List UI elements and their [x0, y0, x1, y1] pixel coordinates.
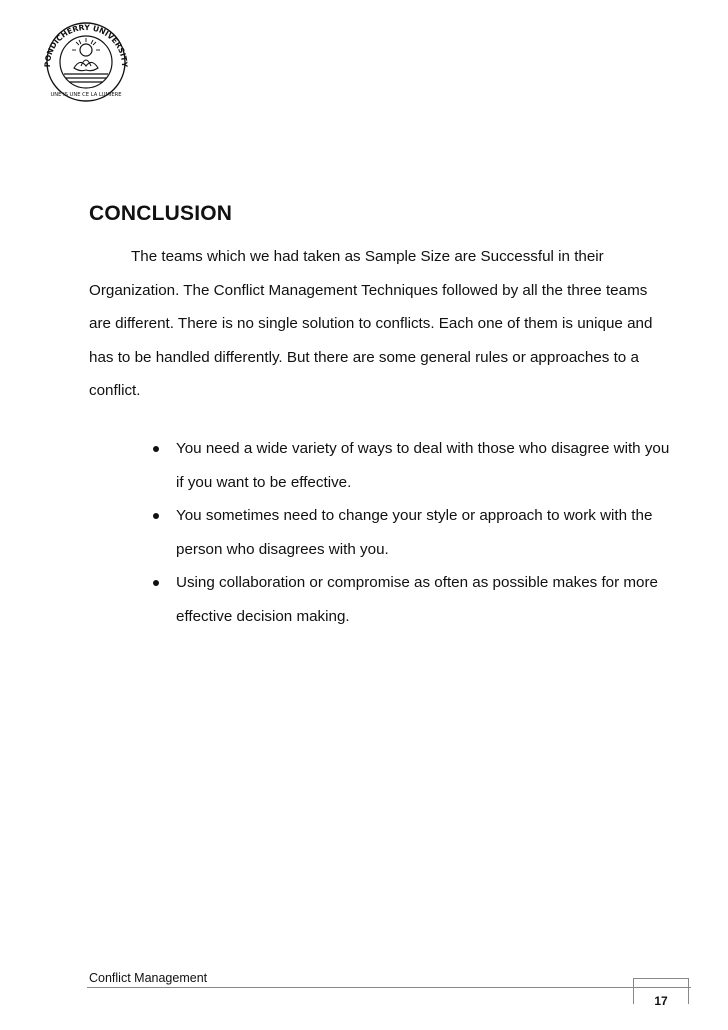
university-seal-icon — [38, 16, 134, 102]
footer-title: Conflict Management — [89, 971, 208, 985]
bullet-list — [152, 432, 672, 634]
paragraph-text: The teams which we had taken as Sample Size are Successful in their Organization. The Conflict Management Techniques followed by all the three teams are different. There is no single solution to conflicts. Each one of them is unique and has to be handled differently. But there are some general rules or approaches to a conflict. — [89, 248, 653, 400]
bullet-icon — [153, 446, 159, 452]
list-item — [152, 566, 672, 633]
list-item-text: You sometimes need to change your style or approach to work with the person who disagrees with you. — [176, 507, 653, 558]
seal-arc-text: PONDICHERRY UNIVERSITY — [42, 22, 130, 68]
conclusion-paragraph — [89, 240, 669, 408]
seal-bottom-text: UNE IS UNE CE LA LUMIERE — [50, 92, 122, 98]
list-item — [152, 432, 672, 499]
list-item-text: Using collaboration or compromise as often as possible makes for more effective decision making. — [176, 574, 658, 625]
footer-divider — [87, 987, 691, 988]
page-number: 17 — [654, 994, 668, 1008]
bullet-icon — [153, 513, 159, 519]
list-item-text: You need a wide variety of ways to deal with those who disagree with you if you want to be effective. — [176, 440, 670, 491]
list-item — [152, 499, 672, 566]
section-heading: CONCLUSION — [89, 202, 233, 225]
bullet-icon — [153, 580, 159, 586]
